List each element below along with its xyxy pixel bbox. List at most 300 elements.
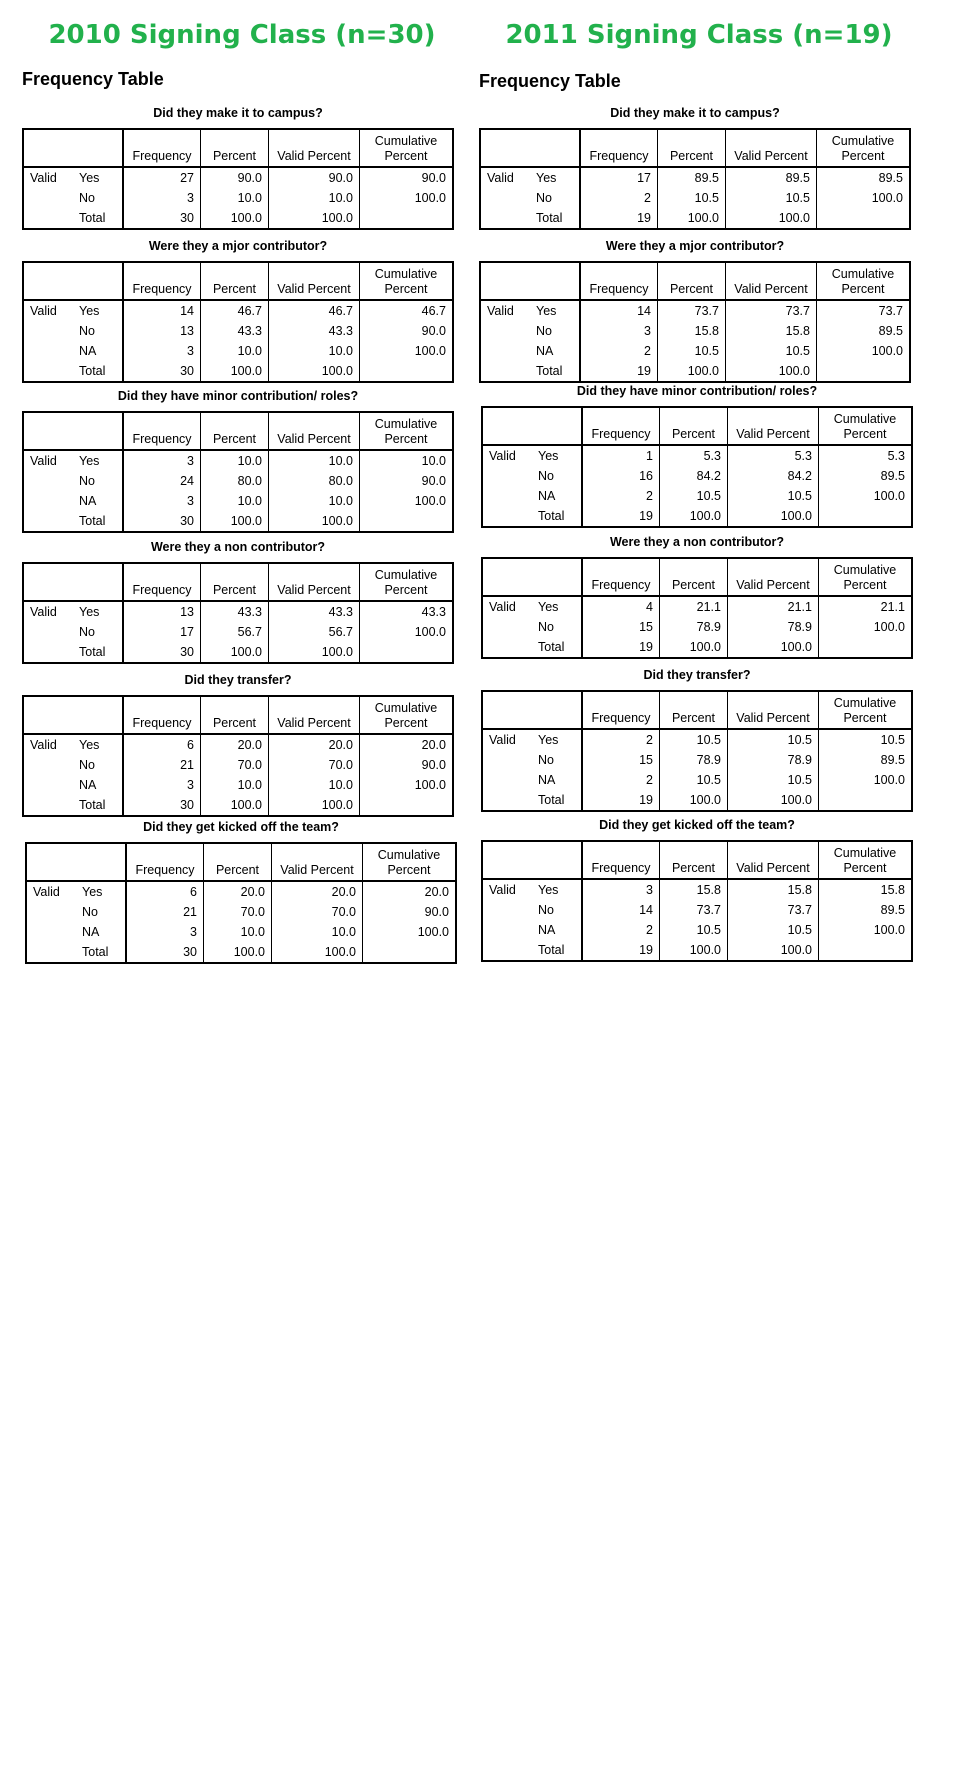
frequency-table	[481, 406, 913, 528]
cell-percent: 46.7	[201, 300, 269, 321]
header-percent: Percent	[658, 129, 726, 167]
cell-frequency: 3	[580, 321, 658, 341]
cell-cumulative-percent: 100.0	[819, 920, 913, 940]
header-stub	[482, 407, 582, 445]
cell-valid-percent: 100.0	[269, 208, 360, 229]
cell-cumulative-percent: 89.5	[819, 900, 913, 920]
frequency-table-block	[479, 237, 911, 383]
cell-valid-percent: 10.5	[728, 920, 819, 940]
row-valid-label: Valid	[487, 304, 514, 318]
cell-valid-percent: 10.0	[269, 491, 360, 511]
table-row	[23, 511, 453, 532]
cell-cumulative-percent: 100.0	[817, 341, 911, 361]
cell-frequency: 19	[582, 790, 660, 811]
table-row	[482, 940, 912, 961]
header-row	[480, 262, 910, 300]
frequency-table-heading: Frequency Table	[22, 69, 164, 89]
cell-cumulative-percent	[363, 942, 457, 963]
cell-cumulative-percent: 21.1	[819, 596, 913, 617]
header-cumulative-line2: Percent	[384, 583, 428, 597]
cell-percent: 78.9	[660, 617, 728, 637]
cell-frequency: 15	[582, 750, 660, 770]
cell-percent: 10.0	[201, 491, 269, 511]
header-percent: Percent	[660, 691, 728, 729]
row-valid-label	[482, 637, 532, 658]
row-valid-label	[23, 795, 73, 816]
header-cumulative-percent	[819, 558, 913, 596]
header-frequency: Frequency	[123, 563, 201, 601]
frequency-table-heading: Frequency Table	[479, 71, 621, 91]
table-body	[480, 167, 910, 229]
header-cumulative-percent	[819, 691, 913, 729]
frequency-table	[22, 411, 454, 533]
header-stub	[23, 563, 123, 601]
table-row	[23, 188, 453, 208]
header-cumulative-line1: Cumulative	[833, 846, 897, 860]
cell-cumulative-percent	[817, 208, 911, 229]
row-category: Total	[79, 514, 106, 528]
cell-valid-percent: 100.0	[269, 511, 360, 532]
cell-frequency: 2	[582, 729, 660, 750]
row-category: No	[79, 324, 95, 338]
table-row	[23, 361, 453, 382]
table-row	[480, 341, 910, 361]
cell-valid-percent: 100.0	[269, 361, 360, 382]
cell-percent: 80.0	[201, 471, 269, 491]
table-question: Did they make it to campus?	[153, 106, 323, 120]
cell-frequency: 6	[126, 881, 204, 902]
header-cumulative-percent	[360, 412, 454, 450]
frequency-table-block	[479, 104, 911, 230]
cell-frequency: 2	[582, 486, 660, 506]
header-cumulative-line1: Cumulative	[374, 417, 438, 431]
row-category: No	[82, 905, 98, 919]
cell-percent: 89.5	[658, 167, 726, 188]
header-frequency: Frequency	[123, 129, 201, 167]
table-header	[480, 262, 910, 300]
cell-frequency: 24	[123, 471, 201, 491]
table-body	[23, 300, 453, 382]
table-row	[23, 450, 453, 471]
cell-frequency: 30	[123, 795, 201, 816]
table-question: Did they have minor contribution/ roles?	[117, 389, 359, 403]
row-valid-label	[480, 188, 530, 208]
row-valid-label	[26, 942, 76, 963]
table-header	[482, 691, 912, 729]
row-category: No	[538, 903, 554, 917]
cell-valid-percent: 100.0	[728, 637, 819, 658]
header-frequency: Frequency	[123, 412, 201, 450]
row-category: No	[79, 191, 95, 205]
header-valid-percent: Valid Percent	[726, 262, 817, 300]
cell-percent: 100.0	[660, 940, 728, 961]
cell-frequency: 2	[582, 920, 660, 940]
cell-valid-percent: 5.3	[728, 445, 819, 466]
cell-valid-percent: 15.8	[726, 321, 817, 341]
table-row	[480, 321, 910, 341]
table-body	[482, 879, 912, 961]
cell-frequency: 14	[582, 900, 660, 920]
cell-cumulative-percent: 100.0	[363, 922, 457, 942]
header-cumulative-percent	[360, 563, 454, 601]
cell-valid-percent: 100.0	[726, 208, 817, 229]
header-valid-percent: Valid Percent	[269, 563, 360, 601]
header-stub	[482, 841, 582, 879]
cell-cumulative-percent: 100.0	[360, 491, 454, 511]
table-row	[482, 879, 912, 900]
cell-percent: 43.3	[201, 601, 269, 622]
row-valid-label	[482, 790, 532, 811]
cell-percent: 100.0	[660, 637, 728, 658]
cell-valid-percent: 100.0	[728, 790, 819, 811]
header-cumulative-line1: Cumulative	[374, 701, 438, 715]
header-percent: Percent	[204, 843, 272, 881]
cell-percent: 21.1	[660, 596, 728, 617]
row-valid-label	[23, 622, 73, 642]
header-cumulative-line2: Percent	[841, 149, 885, 163]
table-row	[23, 341, 453, 361]
frequency-table-block	[22, 538, 454, 664]
table-row	[23, 622, 453, 642]
cell-percent: 100.0	[201, 511, 269, 532]
header-frequency: Frequency	[580, 262, 658, 300]
table-row	[480, 188, 910, 208]
cell-cumulative-percent	[360, 642, 454, 663]
cell-cumulative-percent	[819, 790, 913, 811]
cell-percent: 10.0	[201, 775, 269, 795]
header-cumulative-line2: Percent	[841, 282, 885, 296]
row-valid-label	[482, 466, 532, 486]
cell-cumulative-percent: 10.5	[819, 729, 913, 750]
header-row	[23, 563, 453, 601]
cell-cumulative-percent: 100.0	[819, 617, 913, 637]
cell-percent: 100.0	[658, 361, 726, 382]
header-cumulative-line1: Cumulative	[833, 563, 897, 577]
header-cumulative-line1: Cumulative	[831, 267, 895, 281]
cell-cumulative-percent: 100.0	[360, 622, 454, 642]
header-cumulative-line1: Cumulative	[833, 412, 897, 426]
frequency-table	[481, 557, 913, 659]
row-valid-label: Valid	[30, 171, 57, 185]
cell-cumulative-percent: 100.0	[819, 770, 913, 790]
header-percent: Percent	[660, 558, 728, 596]
cell-valid-percent: 10.5	[728, 770, 819, 790]
cell-cumulative-percent: 100.0	[360, 188, 454, 208]
cell-cumulative-percent: 5.3	[819, 445, 913, 466]
header-stub	[482, 691, 582, 729]
header-percent: Percent	[658, 262, 726, 300]
cell-frequency: 2	[580, 341, 658, 361]
cell-percent: 100.0	[204, 942, 272, 963]
cell-frequency: 30	[123, 511, 201, 532]
header-frequency: Frequency	[123, 696, 201, 734]
header-percent: Percent	[660, 841, 728, 879]
row-category: Total	[538, 943, 565, 957]
header-cumulative-line1: Cumulative	[374, 134, 438, 148]
cell-cumulative-percent: 43.3	[360, 601, 454, 622]
cell-frequency: 3	[123, 188, 201, 208]
table-question: Did they have minor contribution/ roles?	[576, 384, 818, 398]
header-percent: Percent	[660, 407, 728, 445]
row-valid-label	[26, 922, 76, 942]
cell-cumulative-percent	[819, 506, 913, 527]
cell-valid-percent: 100.0	[728, 940, 819, 961]
header-stub	[23, 412, 123, 450]
table-row	[23, 795, 453, 816]
cell-frequency: 2	[582, 770, 660, 790]
table-row	[480, 167, 910, 188]
cell-frequency: 19	[582, 637, 660, 658]
cell-frequency: 3	[123, 491, 201, 511]
row-category: NA	[79, 778, 97, 792]
row-valid-label	[23, 188, 73, 208]
header-valid-percent: Valid Percent	[728, 841, 819, 879]
table-row	[23, 300, 453, 321]
cell-cumulative-percent: 90.0	[360, 755, 454, 775]
header-row	[482, 691, 912, 729]
table-body	[23, 450, 453, 532]
cell-percent: 20.0	[201, 734, 269, 755]
table-body	[23, 167, 453, 229]
header-cumulative-line1: Cumulative	[377, 848, 441, 862]
row-category: NA	[82, 925, 100, 939]
cell-percent: 78.9	[660, 750, 728, 770]
header-valid-percent: Valid Percent	[728, 558, 819, 596]
header-cumulative-line1: Cumulative	[374, 267, 438, 281]
table-row	[480, 300, 910, 321]
row-valid-label	[23, 491, 73, 511]
header-cumulative-line2: Percent	[384, 716, 428, 730]
header-cumulative-percent	[819, 407, 913, 445]
cell-percent: 70.0	[204, 902, 272, 922]
row-category: Yes	[538, 600, 559, 614]
row-valid-label: Valid	[30, 304, 57, 318]
cell-percent: 100.0	[660, 506, 728, 527]
cell-percent: 10.0	[201, 341, 269, 361]
cell-cumulative-percent: 10.0	[360, 450, 454, 471]
cell-valid-percent: 10.0	[269, 450, 360, 471]
header-cumulative-line2: Percent	[843, 578, 887, 592]
header-frequency: Frequency	[126, 843, 204, 881]
cell-valid-percent: 78.9	[728, 617, 819, 637]
cell-cumulative-percent: 73.7	[817, 300, 911, 321]
cell-valid-percent: 20.0	[269, 734, 360, 755]
cell-cumulative-percent: 90.0	[360, 321, 454, 341]
header-cumulative-line1: Cumulative	[831, 134, 895, 148]
cell-frequency: 15	[582, 617, 660, 637]
row-valid-label	[23, 321, 73, 341]
header-row	[482, 407, 912, 445]
row-valid-label	[23, 471, 73, 491]
class-title: 2011 Signing Class (n=19)	[505, 20, 893, 50]
header-cumulative-line1: Cumulative	[833, 696, 897, 710]
frequency-table-block	[481, 816, 913, 962]
frequency-table-block	[481, 382, 913, 528]
header-cumulative-percent	[360, 129, 454, 167]
header-row	[23, 696, 453, 734]
cell-percent: 100.0	[201, 361, 269, 382]
row-valid-label	[482, 617, 532, 637]
header-row	[23, 129, 453, 167]
table-header	[482, 558, 912, 596]
cell-percent: 10.5	[658, 341, 726, 361]
header-cumulative-line2: Percent	[843, 711, 887, 725]
cell-valid-percent: 70.0	[269, 755, 360, 775]
table-row	[480, 208, 910, 229]
table-row	[23, 601, 453, 622]
header-row	[482, 558, 912, 596]
cell-valid-percent: 10.5	[726, 341, 817, 361]
cell-percent: 70.0	[201, 755, 269, 775]
cell-cumulative-percent: 20.0	[360, 734, 454, 755]
cell-frequency: 3	[126, 922, 204, 942]
cell-frequency: 21	[126, 902, 204, 922]
cell-percent: 100.0	[660, 790, 728, 811]
cell-valid-percent: 10.0	[269, 775, 360, 795]
header-valid-percent: Valid Percent	[728, 691, 819, 729]
row-category: NA	[538, 773, 556, 787]
table-row	[23, 321, 453, 341]
cell-cumulative-percent: 89.5	[819, 750, 913, 770]
cell-valid-percent: 100.0	[269, 642, 360, 663]
cell-valid-percent: 21.1	[728, 596, 819, 617]
frequency-table-block	[481, 533, 913, 659]
row-category: No	[538, 753, 554, 767]
cell-percent: 10.0	[204, 922, 272, 942]
header-cumulative-line1: Cumulative	[374, 568, 438, 582]
table-question: Did they transfer?	[643, 668, 751, 682]
row-valid-label	[480, 208, 530, 229]
cell-valid-percent: 43.3	[269, 321, 360, 341]
cell-frequency: 6	[123, 734, 201, 755]
row-valid-label: Valid	[487, 171, 514, 185]
cell-cumulative-percent	[360, 511, 454, 532]
cell-frequency: 21	[123, 755, 201, 775]
cell-frequency: 14	[580, 300, 658, 321]
table-question: Were they a mjor contributor?	[605, 239, 785, 253]
header-frequency: Frequency	[123, 262, 201, 300]
cell-frequency: 17	[123, 622, 201, 642]
row-category: No	[536, 324, 552, 338]
table-header	[23, 129, 453, 167]
cell-percent: 100.0	[201, 208, 269, 229]
frequency-table-block	[22, 237, 454, 383]
header-row	[480, 129, 910, 167]
row-valid-label	[480, 321, 530, 341]
row-valid-label	[480, 341, 530, 361]
cell-percent: 5.3	[660, 445, 728, 466]
row-category: Yes	[536, 171, 557, 185]
row-category: No	[538, 469, 554, 483]
header-stub	[23, 696, 123, 734]
row-valid-label: Valid	[489, 600, 516, 614]
row-valid-label	[482, 920, 532, 940]
frequency-table	[22, 562, 454, 664]
class-title: 2010 Signing Class (n=30)	[48, 20, 436, 50]
header-valid-percent: Valid Percent	[269, 412, 360, 450]
table-body	[23, 734, 453, 816]
cell-percent: 10.5	[658, 188, 726, 208]
cell-frequency: 19	[582, 506, 660, 527]
table-row	[26, 902, 456, 922]
header-cumulative-line2: Percent	[843, 427, 887, 441]
cell-cumulative-percent	[360, 361, 454, 382]
cell-frequency: 19	[580, 208, 658, 229]
frequency-table	[481, 690, 913, 812]
row-valid-label	[482, 750, 532, 770]
header-percent: Percent	[201, 262, 269, 300]
cell-percent: 100.0	[201, 795, 269, 816]
cell-frequency: 16	[582, 466, 660, 486]
header-cumulative-line2: Percent	[384, 432, 428, 446]
row-category: NA	[538, 923, 556, 937]
cell-percent: 10.5	[660, 920, 728, 940]
cell-cumulative-percent: 100.0	[817, 188, 911, 208]
frequency-table	[22, 128, 454, 230]
row-valid-label	[23, 775, 73, 795]
cell-frequency: 30	[123, 208, 201, 229]
cell-frequency: 14	[123, 300, 201, 321]
table-body	[482, 445, 912, 527]
row-category: No	[79, 474, 95, 488]
header-valid-percent: Valid Percent	[726, 129, 817, 167]
header-frequency: Frequency	[580, 129, 658, 167]
cell-valid-percent: 73.7	[728, 900, 819, 920]
cell-valid-percent: 56.7	[269, 622, 360, 642]
row-category: NA	[536, 344, 554, 358]
row-valid-label: Valid	[489, 449, 516, 463]
row-valid-label	[23, 208, 73, 229]
cell-percent: 10.5	[660, 729, 728, 750]
cell-valid-percent: 20.0	[272, 881, 363, 902]
cell-frequency: 3	[582, 879, 660, 900]
cell-percent: 43.3	[201, 321, 269, 341]
row-category: No	[79, 758, 95, 772]
header-valid-percent: Valid Percent	[728, 407, 819, 445]
row-category: No	[538, 620, 554, 634]
frequency-table	[481, 840, 913, 962]
table-header	[480, 129, 910, 167]
header-percent: Percent	[201, 696, 269, 734]
header-stub	[482, 558, 582, 596]
table-row	[482, 770, 912, 790]
table-header	[482, 407, 912, 445]
row-category: Yes	[79, 605, 100, 619]
frequency-table	[22, 695, 454, 817]
table-question: Were they a non contributor?	[150, 540, 326, 554]
row-category: Total	[79, 645, 106, 659]
row-category: Total	[536, 364, 563, 378]
row-valid-label	[23, 361, 73, 382]
cell-percent: 20.0	[204, 881, 272, 902]
table-header	[26, 843, 456, 881]
frequency-table-block	[22, 104, 454, 230]
header-cumulative-percent	[363, 843, 457, 881]
row-category: Yes	[538, 733, 559, 747]
cell-percent: 15.8	[658, 321, 726, 341]
table-row	[23, 755, 453, 775]
table-row	[482, 729, 912, 750]
row-category: Yes	[538, 883, 559, 897]
cell-valid-percent: 84.2	[728, 466, 819, 486]
header-cumulative-percent	[819, 841, 913, 879]
table-row	[26, 942, 456, 963]
cell-valid-percent: 10.5	[728, 729, 819, 750]
cell-cumulative-percent	[360, 795, 454, 816]
row-valid-label: Valid	[30, 454, 57, 468]
cell-frequency: 17	[580, 167, 658, 188]
cell-valid-percent: 10.0	[272, 922, 363, 942]
